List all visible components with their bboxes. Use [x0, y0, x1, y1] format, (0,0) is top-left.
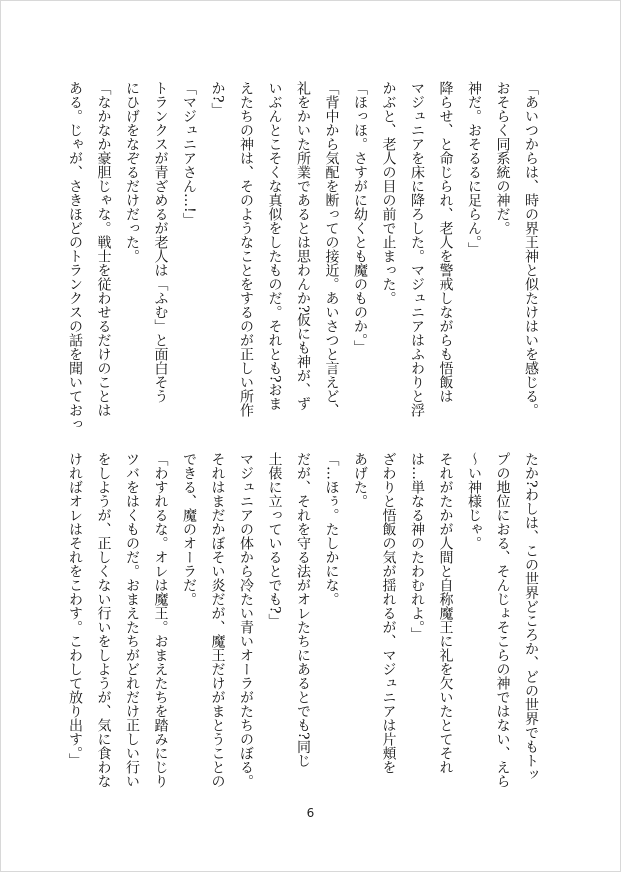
text-line: できる、魔のオーラだ。: [181, 452, 197, 606]
text-line: ければオレはそれをこわす。こわして放り出す。」: [67, 452, 83, 767]
text-line: 「なかなか豪胆じゃな。戦士を従わせるだけのことは: [95, 81, 112, 417]
text-line: 〜い神様じゃ。: [466, 452, 482, 550]
text-line: 神だ。おそるるに足らん。」: [466, 81, 482, 256]
text-line: ツバをはくものだ。おまえたちがどれだけ正しい行い: [124, 452, 140, 788]
text-line: それはまだかぼそい炎だが、魔王だけがまとうことの: [209, 452, 226, 788]
text-line: 「背中から気配を断っての接近。あいさつと言えど、: [323, 81, 340, 417]
text-line: だが、それを守る法がオレたちにあるとでも?同じ: [295, 452, 311, 768]
text-line: ある。じゃが、さきほどのトランクスの話を聞いておっ: [67, 81, 83, 431]
text-line: プの地位におる、そんじょそこらの神ではない、えら: [494, 452, 511, 788]
text-line: 「あいつからは、時の界王神と似たけはいを感じる。: [523, 81, 539, 417]
text-line: たか?わしは、この世界どころか、どの世界でもトッ: [523, 452, 539, 782]
text-line: にひげをなぞるだけだった。: [124, 81, 140, 263]
text-line: トランクスが青ざめるが老人は「ふむ」と面白そう: [152, 81, 169, 403]
text-line: 土俵に立っているとでも?」: [266, 452, 283, 628]
text-line: 「…ほぅ。たしかにな。: [323, 452, 340, 606]
text-line: マジュニアを床に降ろした。マジュニアはふわりと浮: [409, 81, 425, 417]
text-line: かぶと、老人の目の前で止まった。: [380, 81, 397, 305]
text-line: をしようが、正しくない行いをしようが、気に食わな: [95, 452, 112, 788]
text-line: えたちの神は、そのようなことをするのが正しい所作: [238, 81, 254, 417]
text-line: 「ほっほ。さすがに幼くとも魔のものか。」: [352, 81, 368, 354]
text-line: 「わすれるな。オレは魔王。おまえたちを踏みにじり: [152, 452, 169, 788]
text-line: いぶんとこそくな真似をしたものだ。それとも?おま: [266, 81, 283, 411]
text-line: ざわりと悟飯の気が揺れるが、マジュニアは片頬を: [380, 452, 397, 774]
text-line: それがたかが人間と自称魔王に礼を欠いたとてそれ: [437, 452, 454, 774]
text-block-top: [61, 81, 546, 431]
text-line: マジュニアの体から冷たい青いオーラがたちのぼる。: [238, 452, 254, 788]
text-line: 降らせ、と命じられ、老人を警戒しながらも悟飯は: [437, 81, 454, 403]
text-line: 「マジュニアさん…!」: [181, 81, 197, 227]
text-line: おそらく同系統の神だ。: [494, 81, 511, 235]
text-line: は…単なる神のたわむれよ。」: [409, 452, 425, 641]
text-line: か?」: [209, 81, 226, 117]
text-block-bottom: [61, 452, 546, 798]
text-line: あげた。: [352, 452, 368, 508]
text-line: 礼をかいた所業であるとは思わんか?仮にも神が、ず: [295, 81, 311, 411]
page-number: 6: [306, 806, 315, 820]
